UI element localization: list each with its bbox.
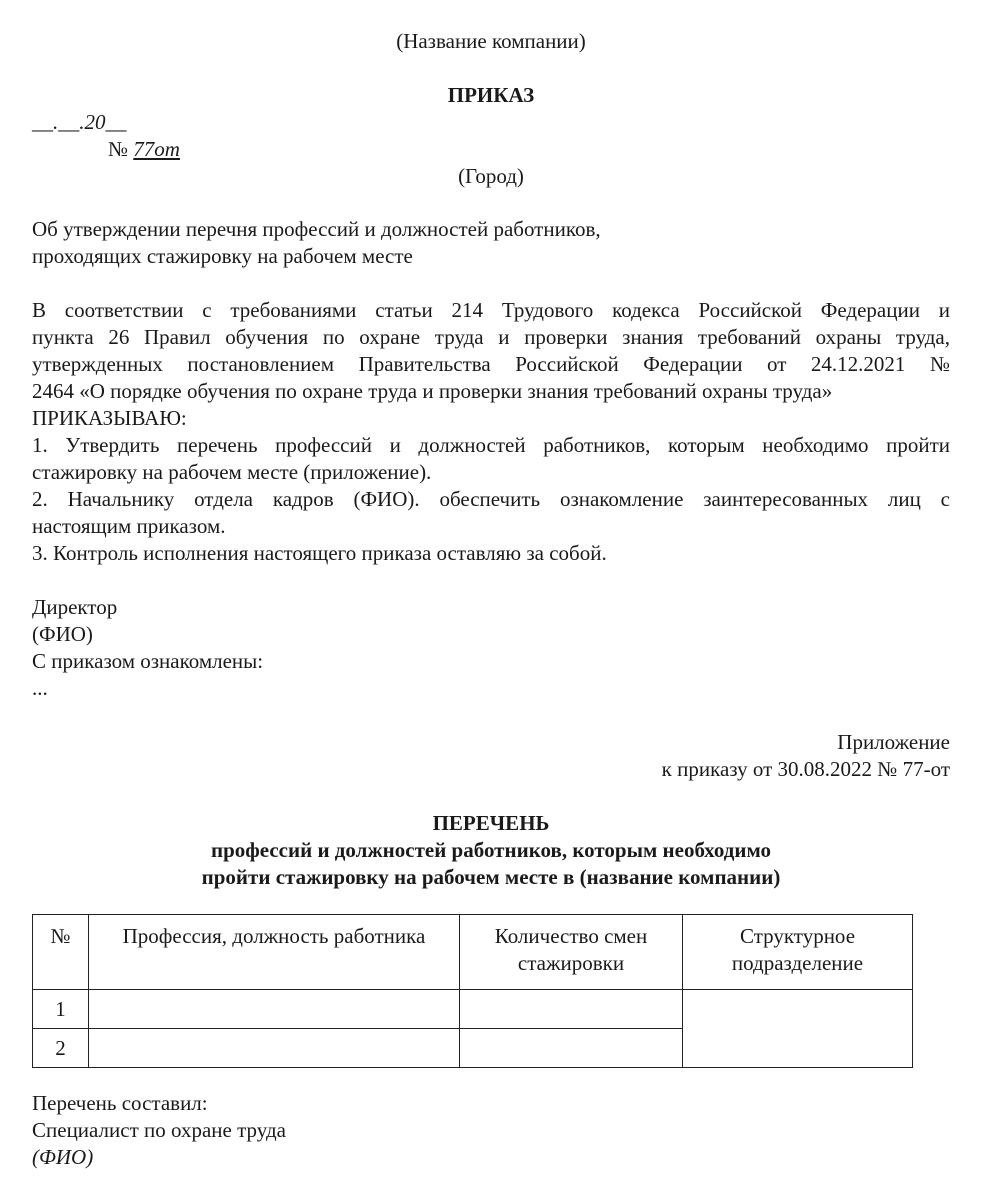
cell-profession (89, 990, 460, 1029)
city: (Город) (458, 164, 524, 188)
order-number (108, 136, 180, 163)
table-row (33, 990, 913, 1029)
subject-line: проходящих стажировку на рабочем месте (32, 244, 413, 268)
row-number: 2 (33, 1029, 89, 1068)
preamble-line: утвержденных постановлением Правительства Российской Федерации от 24.12.2021 № (32, 352, 950, 376)
cell-department (683, 990, 913, 1068)
signature-position: Директор (32, 595, 118, 619)
document-title: ПРИКАЗ (447, 83, 535, 107)
number-sign: № (108, 137, 134, 161)
cell-shift-count (460, 990, 683, 1029)
acquainted-ellipsis: ... (32, 676, 48, 700)
row-number: 1 (33, 990, 89, 1029)
company-name: (Название компании) (396, 29, 586, 53)
item-1-line: 1. Утвердить перечень профессий и должностей работников, которым необходимо пройти (32, 433, 950, 457)
subject-line: Об утверждении перечня профессий и должностей работников, (32, 217, 601, 241)
cell-shift-count (460, 1029, 683, 1068)
signature-name: (ФИО) (32, 622, 93, 646)
header-department: Структурное подразделение (683, 915, 913, 990)
order-date: __.__.20__ (32, 110, 127, 134)
list-subtitle: профессий и должностей работников, которым необходимо (210, 838, 772, 862)
item-1-line: стажировку на рабочем месте (приложение). (32, 460, 432, 484)
header-profession: Профессия, должность работника (89, 915, 460, 990)
preamble-line: В соответствии с требованиями статьи 214 Трудового кодекса Российской Федерации и (32, 298, 950, 322)
list-subtitle: пройти стажировку на рабочем месте в (название компании) (201, 865, 781, 889)
item-2-line: 2. Начальнику отдела кадров (ФИО). обеспечить ознакомление заинтересованных лиц с (32, 487, 950, 511)
header-shift-count: Количество смен стажировки (460, 915, 683, 990)
internship-table (32, 914, 913, 1068)
item-3-line: 3. Контроль исполнения настоящего приказа оставляю за собой. (32, 541, 607, 565)
item-2-line: настоящим приказом. (32, 514, 226, 538)
cell-profession (89, 1029, 460, 1068)
compiler-position: Специалист по охране труда (32, 1118, 286, 1142)
number-value: 77от (133, 137, 180, 161)
header-number: № (33, 915, 89, 990)
table-header-row (33, 915, 913, 990)
appendix-reference: к приказу от 30.08.2022 № 77-от (661, 757, 950, 781)
list-title: ПЕРЕЧЕНЬ (432, 811, 550, 835)
appendix-label: Приложение (837, 730, 950, 754)
compiler-name: (ФИО) (32, 1145, 94, 1169)
acquainted-label: С приказом ознакомлены: (32, 649, 264, 673)
preamble-line: пункта 26 Правил обучения по охране труда и проверки знания требований охраны труда, (32, 325, 950, 349)
order-word: ПРИКАЗЫВАЮ: (32, 406, 187, 430)
preamble-line: 2464 «О порядке обучения по охране труда и проверки знания требований охраны труда» (32, 379, 833, 403)
compiled-label: Перечень составил: (32, 1091, 208, 1115)
